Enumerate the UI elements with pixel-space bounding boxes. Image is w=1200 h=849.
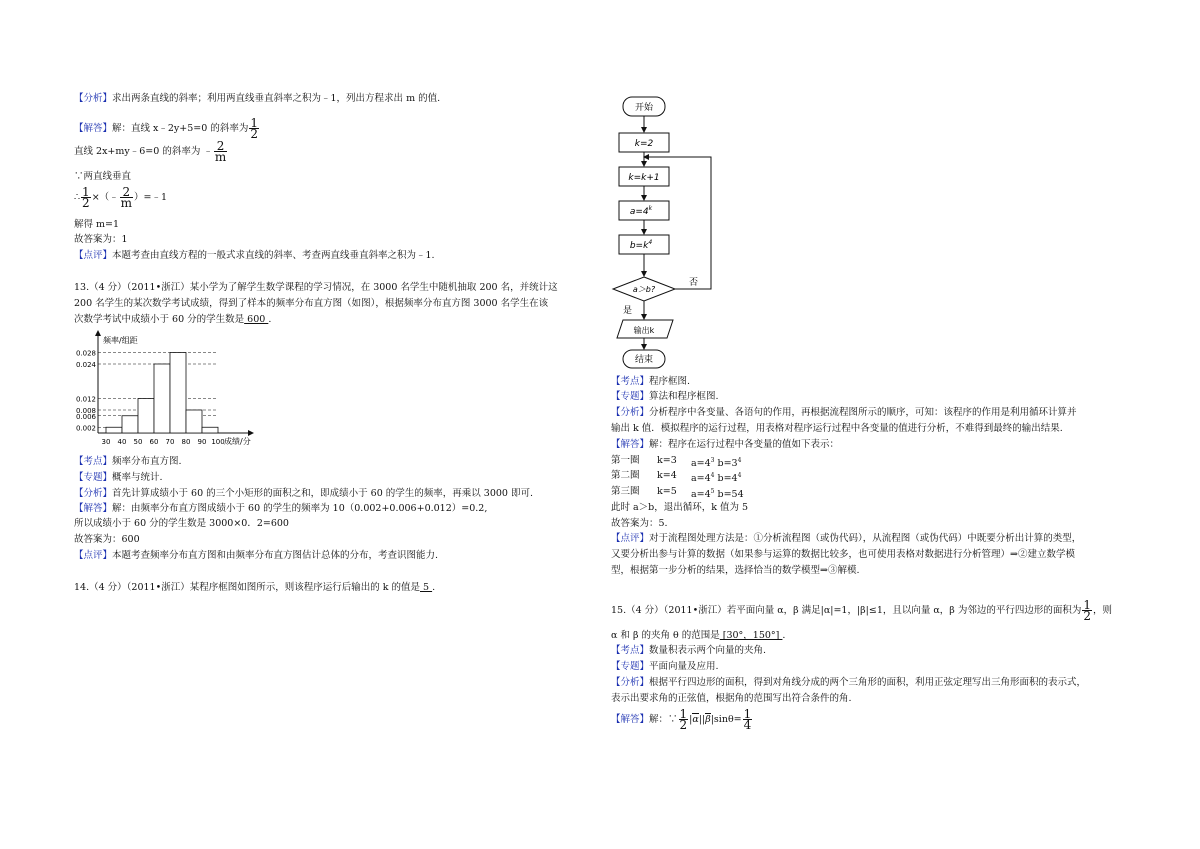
histogram-bar xyxy=(202,427,218,433)
sin-theta: sinθ= xyxy=(713,714,742,725)
loop-a-exponent: 5 xyxy=(710,488,715,495)
loop-b-exponent: 4 xyxy=(737,472,742,479)
histogram-bar xyxy=(154,364,170,433)
loop-b: b=4 xyxy=(714,473,738,485)
q13-stem2: 200 名学生的某次数学考试成绩，得到了样本的频率分布直方图（如图），根据频率分布直方图 3000 名学生在该 xyxy=(74,298,549,309)
k-init-label: k=2 xyxy=(634,139,654,149)
answer-tag: 【解答】 xyxy=(74,503,113,514)
times-open: ×（﹣ xyxy=(91,192,119,203)
answer-tag: 【解答】 xyxy=(611,439,650,450)
y-tick-label: 0.006 xyxy=(75,412,96,421)
q13-zhuanti: 概率与统计. xyxy=(112,472,163,483)
q15-zhuanti-line xyxy=(611,661,719,673)
zhuanti-tag: 【专题】 xyxy=(611,661,650,672)
loop-k: k=5 xyxy=(657,486,677,497)
fraction-one-half xyxy=(679,709,689,730)
q14-analysis1: 分析程序中各变量、各语句的作用，再根据流程图所示的顺序，可知：该程序的作用是利用循环计算并 xyxy=(649,407,1077,418)
yes-label: 是 xyxy=(623,306,633,316)
loop-k: k=4 xyxy=(657,470,677,481)
denominator: m xyxy=(120,196,133,210)
q15-stem1 xyxy=(611,600,1112,621)
numerator: 1 xyxy=(250,116,258,130)
numerator: 1 xyxy=(1083,598,1091,612)
q13-answer2: 所以成绩小于 60 分的学生数是 3000×0．2=600 xyxy=(74,518,289,529)
analysis-tag: 【分析】 xyxy=(611,677,650,688)
denominator: m xyxy=(214,150,227,164)
numerator: 2 xyxy=(120,187,133,198)
q15-kaodian: 数量积表示两个向量的夹角. xyxy=(649,645,767,656)
end-label: 结束 xyxy=(634,355,654,365)
q13-stem3-text: 次数学考试中成绩小于 60 分的学生数是 xyxy=(74,314,245,325)
period: . xyxy=(268,314,272,325)
q12-line2 xyxy=(74,141,228,162)
y-tick-label: 0.024 xyxy=(75,361,96,369)
numerator: 1 xyxy=(743,707,752,721)
q15-analysis2: 表示出要求角的正弦值，根据角的范围写出符合条件的角. xyxy=(611,693,852,704)
q13-final: 故答案为：600 xyxy=(74,534,140,545)
q12-analysis: 求出两条直线的斜率；利用两直线垂直斜率之积为﹣1，列出方程求出 m 的值. xyxy=(112,93,441,104)
histogram-bar xyxy=(106,427,122,433)
q13-answer-line xyxy=(74,503,487,515)
fraction-one-half xyxy=(81,187,91,208)
loop-k: k=3 xyxy=(657,455,677,466)
q15-analysis1: 根据平行四边形的面积，得到对角线分成的两个三角形的面积，利用正弦定理写出三角形面积的表示式， xyxy=(649,677,1087,688)
q14-kaodian-line xyxy=(611,376,690,388)
kaodian-tag: 【考点】 xyxy=(74,456,113,467)
numerator: 2 xyxy=(214,141,227,152)
answer-blank: 5 xyxy=(420,582,433,593)
numerator: 1 xyxy=(679,707,688,721)
period: . xyxy=(782,630,786,641)
analysis-tag: 【分析】 xyxy=(611,407,650,418)
fraction-one-quarter xyxy=(743,709,753,730)
loop-a-exponent: 4 xyxy=(710,472,715,479)
comment-tag: 【点评】 xyxy=(611,533,650,544)
q14-comment2: 又要分析出参与计算的数据（如果参与运算的数据比较多，也可使用表格对数据进行分析管理）⇒②建立数学模 xyxy=(611,549,1075,560)
q12-comment: 本题考查由直线方程的一般式求直线的斜率、考查两直线垂直斜率之积为﹣1. xyxy=(112,250,435,261)
answer-tag: 【解答】 xyxy=(611,714,650,725)
b-exponent: 4 xyxy=(648,239,653,246)
loop-b-exponent: 4 xyxy=(737,457,742,464)
q13-answer: 解：由频率分布直方图成绩小于 60 的学生的频率为 10（0.002+0.006+0.012）=0.2, xyxy=(112,503,488,514)
b-assign-text: b=k xyxy=(629,241,649,251)
q15-stem1-post: ，则 xyxy=(1092,605,1112,616)
q12-line2-text: 直线 2x+my﹣6=0 的斜率为 xyxy=(74,146,201,157)
q15-kaodian-line xyxy=(611,645,766,657)
x-axis-label: 成绩/分 xyxy=(224,437,251,446)
program-flowchart xyxy=(605,94,720,370)
q14-stem-text: 14.（4 分）（2011•浙江）某程序框图如图所示，则该程序运行后输出的 k 的值是 xyxy=(74,582,420,593)
vector-alpha: α xyxy=(692,714,699,725)
q13-comment: 本题考查频率分布直方图和由频率分布直方图估计总体的分布，考查识图能力. xyxy=(112,550,439,561)
q13-stem1: 13.（4 分）（2011•浙江）某小学为了解学生数学课程的学习情况，在 3000 名学生中随机抽取 200 名，并统计这 xyxy=(74,282,558,293)
q14-answer-line xyxy=(611,439,839,451)
q12-comment-line xyxy=(74,250,435,262)
y-tick-label: 0.028 xyxy=(75,349,96,358)
a-assign-text: a=4 xyxy=(629,207,649,217)
frequency-histogram xyxy=(66,328,296,453)
x-tick-label: 80 xyxy=(181,438,191,446)
x-tick-label: 100 xyxy=(211,438,225,446)
q12-therefore-line xyxy=(74,187,167,208)
q12-answer-line xyxy=(74,118,260,139)
q13-kaodian-line xyxy=(74,456,182,468)
denominator: 2 xyxy=(679,718,688,732)
q14-zhuanti: 算法和程序框图. xyxy=(649,391,719,402)
comment-tag: 【点评】 xyxy=(74,250,113,261)
answer-blank: 600 xyxy=(244,314,269,325)
zhuanti-tag: 【专题】 xyxy=(611,391,650,402)
denominator: 2 xyxy=(1083,609,1091,623)
analysis-tag: 【分析】 xyxy=(74,93,113,104)
minus-sign: ﹣ xyxy=(203,146,213,157)
kaodian-tag: 【考点】 xyxy=(611,376,650,387)
x-axis-arrow xyxy=(248,430,254,436)
times-close: ）=﹣1 xyxy=(134,192,168,203)
q14-analysis-line xyxy=(611,407,1077,419)
x-tick-label: 70 xyxy=(165,438,175,446)
y-axis-label: 频率/组距 xyxy=(103,336,138,345)
fraction-2-over-m xyxy=(214,141,227,162)
x-tick-label: 60 xyxy=(149,438,159,446)
q14-comment-line xyxy=(611,533,1081,545)
q13-stem3 xyxy=(74,314,271,326)
y-tick-label: 0.002 xyxy=(75,424,96,433)
fraction-one-half xyxy=(249,118,259,139)
loop-label: 第三圈 xyxy=(611,486,640,497)
answer-tag: 【解答】 xyxy=(74,123,113,134)
comment-tag: 【点评】 xyxy=(74,550,113,561)
histogram-bar xyxy=(170,353,186,434)
q14-comment1: 对于流程图处理方法是：①分析流程图（或伪代码），从流程图（或伪代码）中既要分析出计算的类型， xyxy=(649,533,1082,544)
x-tick-label: 90 xyxy=(197,438,207,446)
q13-zhuanti-line xyxy=(74,472,163,484)
q14-final: 故答案为：5. xyxy=(611,518,668,529)
q14-exit: 此时 a＞b，退出循环，k 值为 5 xyxy=(611,502,749,513)
q15-answer-pre: 解：∵ xyxy=(649,714,678,725)
numerator: 1 xyxy=(82,185,90,199)
y-tick-label: 0.008 xyxy=(75,407,96,415)
loop-a: $a=4^3$ $b=3^4$ xyxy=(691,457,742,470)
output-label: 输出k xyxy=(633,326,655,335)
loop-a: $a=4^4$ $b=4^4$ xyxy=(691,472,742,485)
therefore-symbol: ∴ xyxy=(74,192,81,203)
q12-final: 故答案为：1 xyxy=(74,234,128,245)
q14-zhuanti-line xyxy=(611,391,719,403)
q13-analysis-line xyxy=(74,488,533,500)
q12-answer-intro: 解：直线 x﹣2y+5=0 的斜率为 xyxy=(112,123,249,134)
histogram-bar xyxy=(122,416,138,433)
histogram-bar xyxy=(138,399,154,434)
condition-label: a＞b? xyxy=(632,285,656,294)
vector-alpha-norm: |α||β| xyxy=(689,714,714,725)
q13-kaodian: 频率分布直方图. xyxy=(112,456,182,467)
histogram-bar xyxy=(186,410,202,433)
q12-because: ∵两直线垂直 xyxy=(74,171,132,182)
k-increment-label: k=k+1 xyxy=(628,173,660,183)
analysis-tag: 【分析】 xyxy=(74,488,113,499)
denominator: 2 xyxy=(82,196,90,210)
x-tick-label: 30 xyxy=(101,438,111,446)
vector-beta: β xyxy=(705,714,711,725)
q15-stem2-text: α 和 β 的夹角 θ 的范围是 xyxy=(611,630,720,641)
loop-b: b=54 xyxy=(714,489,744,501)
loop-label: 第一圈 xyxy=(611,455,640,466)
loop-a-exponent: 3 xyxy=(710,457,715,464)
y-axis-arrow xyxy=(95,330,101,336)
q15-stem2 xyxy=(611,630,785,642)
kaodian-tag: 【考点】 xyxy=(611,645,650,656)
q15-stem1-text: 15.（4 分）（2011•浙江）若平面向量 α，β 满足|α|=1，|β|≤1，且以向量 α，β 为邻边的平行四边形的面积为 xyxy=(611,605,1082,616)
q14-kaodian: 程序框图. xyxy=(649,376,691,387)
q14-analysis2: 输出 k 值．模拟程序的运行过程，用表格对程序运行过程中各变量的值进行分析，不难得到最终的输出结果. xyxy=(611,423,1063,434)
q15-answer-line xyxy=(611,709,753,730)
denominator: 2 xyxy=(250,127,258,141)
x-tick-label: 50 xyxy=(133,438,143,446)
q15-analysis-line xyxy=(611,677,1086,689)
x-tick-label: 40 xyxy=(117,438,127,446)
loop-label: 第二圈 xyxy=(611,470,640,481)
q12-solve: 解得 m=1 xyxy=(74,219,120,230)
start-label: 开始 xyxy=(634,103,654,113)
fraction-one-half xyxy=(1082,600,1092,621)
y-tick-label: 0.012 xyxy=(75,395,96,404)
answer-blank: [30°，150°] xyxy=(719,630,783,641)
q15-zhuanti: 平面向量及应用. xyxy=(649,661,719,672)
zhuanti-tag: 【专题】 xyxy=(74,472,113,483)
fraction-2-over-m xyxy=(120,187,133,208)
q14-answer: 解：程序在运行过程中各变量的值如下表示： xyxy=(649,439,840,450)
no-label: 否 xyxy=(689,278,699,288)
q13-analysis: 首先计算成绩小于 60 的三个小矩形的面积之和，即成绩小于 60 的学生的频率，再乘以 3000 即可. xyxy=(112,488,534,499)
q14-comment3: 型，根据第一步分析的结果，选择恰当的数学模型⇒③解模. xyxy=(611,565,860,576)
loop-a: $a=4^5$ b=54 xyxy=(691,488,744,501)
q14-stem xyxy=(74,582,435,594)
q13-comment-line xyxy=(74,550,438,562)
a-exponent: k xyxy=(648,205,653,212)
q12-analysis-line xyxy=(74,93,440,105)
period: . xyxy=(432,582,436,593)
denominator: 4 xyxy=(743,718,752,732)
loop-b: b=3 xyxy=(714,458,738,470)
